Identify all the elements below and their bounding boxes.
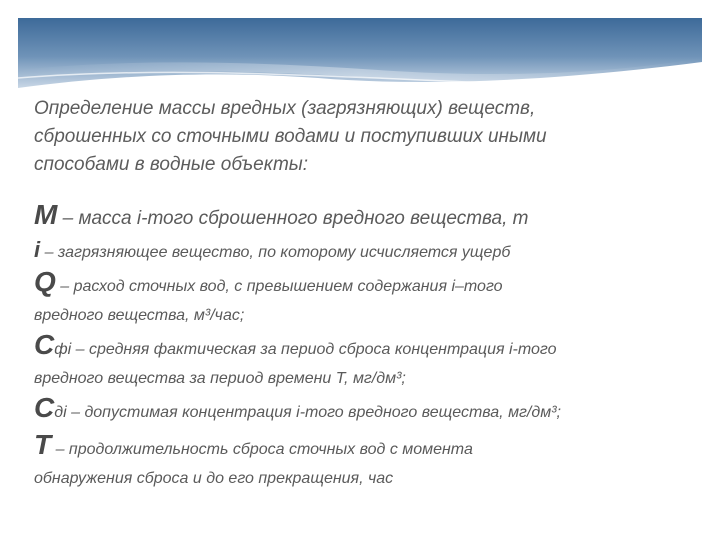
intro-line-1: Определение массы вредных (загрязняющих) веществ, [34, 98, 536, 119]
definition-i-text: – загрязняющее вещество, по которому исчисляется ущерб [44, 244, 511, 261]
intro-line-3: способами в водные объекты: [34, 154, 309, 175]
definition-q-line-2: вредного вещества, м³/час; [34, 307, 245, 324]
intro-line-2: сброшенных со сточными водами и поступивших иными [34, 126, 547, 147]
intro-paragraph [34, 95, 710, 179]
subscript-di: дi [54, 404, 67, 421]
definition-cf-line-1: – средняя фактическая за период сброса концентрация i-того [75, 341, 557, 358]
definition-i [34, 237, 710, 266]
definition-m-text: – масса i-того сброшенного вредного вещества, т [62, 208, 529, 229]
slide-content [34, 95, 710, 492]
definition-cf [34, 329, 710, 392]
definition-t-line-1: – продолжительность сброса сточных вод с момента [55, 441, 473, 458]
symbol-t: T [34, 429, 52, 460]
definition-cd-line-1: – допустимая концентрация i-того вредного вещества, мг/дм³; [71, 404, 561, 421]
symbol-i: i [34, 237, 41, 262]
definition-cf-line-2: вредного вещества за период времени T, мг/дм³; [34, 370, 406, 387]
definition-t [34, 429, 710, 492]
symbol-q: Q [34, 266, 56, 297]
definition-q [34, 266, 710, 329]
definition-m [34, 197, 710, 237]
definition-q-line-1: – расход сточных вод, с превышением содержания i–того [60, 278, 503, 295]
subscript-fi: фi [54, 341, 72, 358]
symbol-m: M [34, 199, 58, 230]
definition-cd [34, 392, 710, 429]
banner-wave-graphic [18, 18, 702, 92]
symbol-c-d: С [34, 392, 55, 423]
header-banner [18, 18, 702, 92]
symbol-c-f: С [34, 329, 55, 360]
definition-t-line-2: обнаружения сброса и до его прекращения, час [34, 470, 394, 487]
